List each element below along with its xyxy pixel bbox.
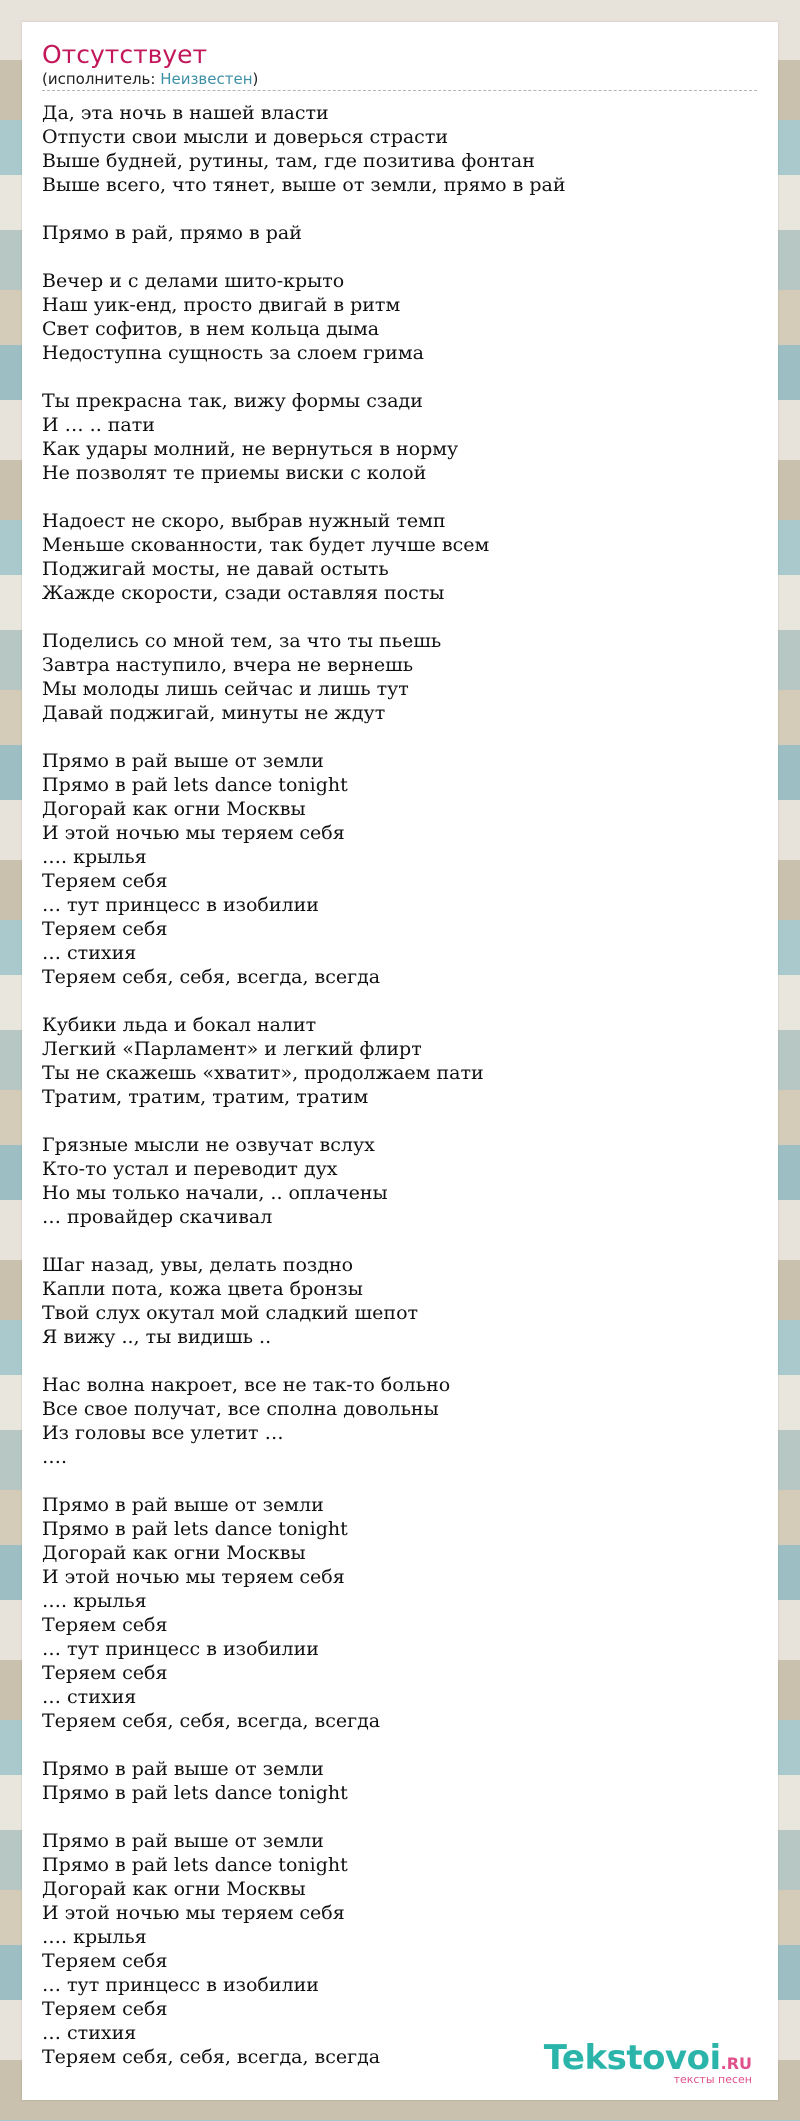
- lyric-line: Прямо в рай выше от земли: [42, 750, 324, 772]
- lyric-line: Прямо в рай выше от земли: [42, 1494, 324, 1516]
- lyric-line: Выше будней, рутины, там, где позитива фонтан: [42, 150, 535, 172]
- lyric-line: …. крылья: [42, 1926, 147, 1948]
- lyric-line: Легкий «Парламент» и легкий флирт: [42, 1038, 422, 1060]
- lyric-line: Догорай как огни Москвы: [42, 798, 306, 820]
- lyric-line: Теряем себя, себя, всегда, всегда: [42, 966, 381, 988]
- lyric-line: Да, эта ночь в нашей власти: [42, 102, 329, 124]
- stanza: [42, 269, 760, 365]
- lyric-line: Теряем себя: [42, 1614, 168, 1636]
- lyric-line: Ты не скажешь «хватит», продолжаем пати: [42, 1062, 484, 1084]
- lyric-line: Из головы все улетит …: [42, 1422, 284, 1444]
- stanza: [42, 1829, 760, 2069]
- lyric-line: … тут принцесс в изобилии: [42, 1974, 319, 1996]
- song-title: Отсутствует: [42, 40, 208, 69]
- stanza: [42, 1493, 760, 1733]
- lyric-line: Теряем себя: [42, 1998, 168, 2020]
- lyric-line: Теряем себя: [42, 1950, 168, 1972]
- lyric-line: Твой слух окутал мой сладкий шепот: [42, 1302, 419, 1324]
- lyric-line: Кубики льда и бокал налит: [42, 1014, 317, 1036]
- lyric-line: Нас волна накроет, все не так-то больно: [42, 1374, 451, 1396]
- artist-suffix: ): [252, 70, 259, 88]
- lyric-line: Тратим, тратим, тратим, тратим: [42, 1086, 369, 1108]
- stanza: [42, 1013, 760, 1109]
- lyric-line: Поделись со мной тем, за что ты пьешь: [42, 630, 442, 652]
- lyric-line: Жажде скорости, сзади оставляя посты: [42, 582, 445, 604]
- artist-prefix: (исполнитель:: [42, 70, 161, 88]
- stanza: [42, 1757, 760, 1805]
- stanza: [42, 1373, 760, 1469]
- lyric-line: Догорай как огни Москвы: [42, 1542, 306, 1564]
- stanza: [42, 389, 760, 485]
- stanza: [42, 749, 760, 989]
- lyrics-body: [42, 101, 760, 2069]
- lyric-line: И этой ночью мы теряем себя: [42, 1566, 345, 1588]
- lyric-line: Теряем себя: [42, 1662, 168, 1684]
- lyric-line: Наш уик-енд, просто двигай в ритм: [42, 294, 401, 316]
- lyric-line: Меньше скованности, так будет лучше всем: [42, 534, 490, 556]
- lyric-line: Давай поджигай, минуты не ждут: [42, 702, 386, 724]
- lyric-line: Завтра наступило, вчера не вернешь: [42, 654, 414, 676]
- lyric-line: Прямо в рай выше от земли: [42, 1758, 324, 1780]
- lyric-line: Не позволят те приемы виски с колой: [42, 462, 427, 484]
- lyric-line: Прямо в рай lets dance tonight: [42, 1782, 348, 1804]
- lyric-line: … провайдер скачивал: [42, 1206, 273, 1228]
- stanza: [42, 1253, 760, 1349]
- stanza: [42, 221, 760, 245]
- lyric-line: И этой ночью мы теряем себя: [42, 822, 345, 844]
- lyric-line: Шаг назад, увы, делать поздно: [42, 1254, 354, 1276]
- lyrics-card: [22, 22, 778, 2100]
- lyric-line: Недоступна сущность за слоем грима: [42, 342, 424, 364]
- stanza: [42, 509, 760, 605]
- lyric-line: И этой ночью мы теряем себя: [42, 1902, 345, 1924]
- artist-link[interactable]: Неизвестен: [160, 70, 253, 88]
- lyric-line: Прямо в рай lets dance tonight: [42, 774, 348, 796]
- lyric-line: Прямо в рай lets dance tonight: [42, 1518, 348, 1540]
- lyric-line: …. крылья: [42, 846, 147, 868]
- lyric-line: Мы молоды лишь сейчас и лишь тут: [42, 678, 409, 700]
- stanza: [42, 101, 760, 197]
- logo-tld: .RU: [720, 2054, 752, 2073]
- lyric-line: …. крылья: [42, 1590, 147, 1612]
- site-logo[interactable]: [543, 2038, 752, 2086]
- lyric-line: Грязные мысли не озвучат вслух: [42, 1134, 375, 1156]
- lyric-line: … тут принцесс в изобилии: [42, 1638, 319, 1660]
- lyric-line: Я вижу .., ты видишь ..: [42, 1326, 272, 1348]
- artist-line: [42, 70, 757, 91]
- lyric-line: Надоест не скоро, выбрав нужный темп: [42, 510, 446, 532]
- lyric-line: Но мы только начали, .. оплачены: [42, 1182, 388, 1204]
- lyric-line: Прямо в рай выше от земли: [42, 1830, 324, 1852]
- lyric-line: … тут принцесс в изобилии: [42, 894, 319, 916]
- lyric-line: Поджигай мосты, не давай остыть: [42, 558, 389, 580]
- lyric-line: … стихия: [42, 1686, 137, 1708]
- logo-name: Tekstovoi: [543, 2038, 721, 2078]
- lyric-line: Прямо в рай lets dance tonight: [42, 1854, 348, 1876]
- stanza: [42, 1133, 760, 1229]
- lyric-line: Капли пота, кожа цвета бронзы: [42, 1278, 363, 1300]
- lyric-line: Отпусти свои мысли и доверься страсти: [42, 126, 448, 148]
- lyric-line: Все свое получат, все сполна довольны: [42, 1398, 439, 1420]
- lyric-line: Теряем себя, себя, всегда, всегда: [42, 1710, 381, 1732]
- lyric-line: Кто-то устал и переводит дух: [42, 1158, 338, 1180]
- lyric-line: Вечер и с делами шито-крыто: [42, 270, 345, 292]
- lyric-line: Ты прекрасна так, вижу формы сзади: [42, 390, 423, 412]
- lyric-line: Догорай как огни Москвы: [42, 1878, 306, 1900]
- lyric-line: Теряем себя: [42, 918, 168, 940]
- lyric-line: Теряем себя, себя, всегда, всегда: [42, 2046, 381, 2068]
- lyric-line: Прямо в рай, прямо в рай: [42, 222, 302, 244]
- stanza: [42, 629, 760, 725]
- lyric-line: Свет софитов, в нем кольца дыма: [42, 318, 380, 340]
- lyric-line: Как удары молний, не вернуться в норму: [42, 438, 459, 460]
- logo-tagline: тексты песен: [673, 2073, 752, 2086]
- lyric-line: Теряем себя: [42, 870, 168, 892]
- lyric-line: … стихия: [42, 2022, 137, 2044]
- lyric-line: И … .. пати: [42, 414, 155, 436]
- lyric-line: Выше всего, что тянет, выше от земли, прямо в рай: [42, 174, 566, 196]
- lyric-line: ….: [42, 1446, 68, 1468]
- lyric-line: … стихия: [42, 942, 137, 964]
